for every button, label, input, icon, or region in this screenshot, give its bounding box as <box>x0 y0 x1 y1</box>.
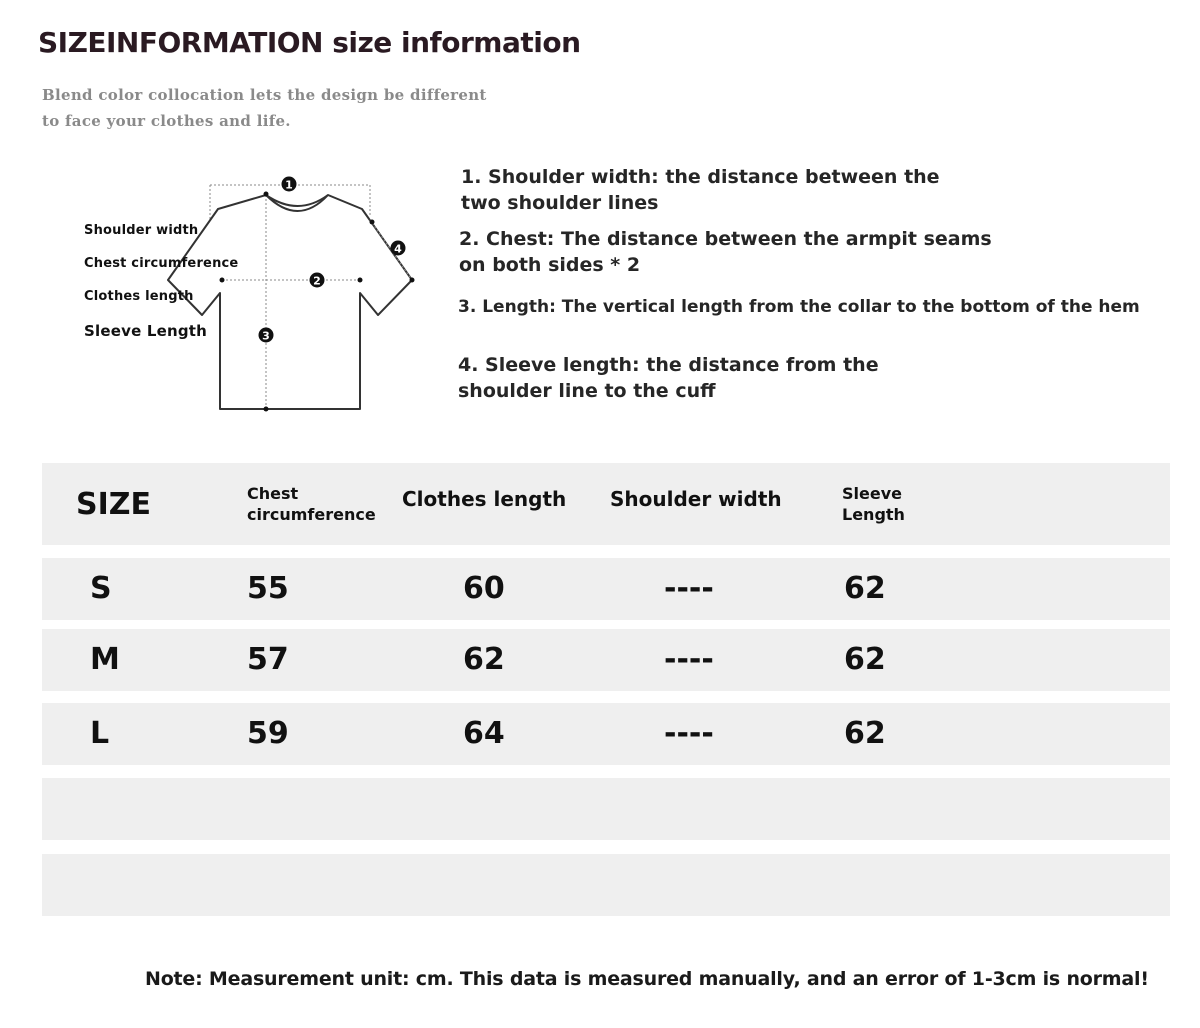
marker-2: 2 <box>313 274 321 288</box>
definition-chest: 2. Chest: The distance between the armpit seams on both sides * 2 <box>459 228 992 276</box>
marker-3: 3 <box>262 329 270 343</box>
cell-chest: 59 <box>247 716 289 751</box>
definition-sleeve-length: 4. Sleeve length: the distance from the shoulder line to the cuff <box>458 354 879 402</box>
table-row-empty <box>42 778 1170 840</box>
tshirt-diagram <box>70 165 430 425</box>
cell-chest: 57 <box>247 642 289 677</box>
page-subtitle: Blend color collocation lets the design be different to face your clothes and life. <box>42 86 487 130</box>
diagram-label-chest: Chest circumference <box>84 256 239 271</box>
header-sleeve-length: Sleeve Length <box>842 484 905 524</box>
table-row <box>42 703 1170 765</box>
cell-sleeve-length: 62 <box>844 642 886 677</box>
cell-size: L <box>90 716 110 751</box>
cell-size: S <box>90 571 112 606</box>
table-row <box>42 558 1170 620</box>
measurement-note: Note: Measurement unit: cm. This data is measured manually, and an error of 1-3cm is normal! <box>145 968 1149 990</box>
page-title: SIZEINFORMATION size information <box>38 26 581 59</box>
cell-shoulder-width: ---- <box>664 716 714 751</box>
cell-shoulder-width: ---- <box>664 571 714 606</box>
definition-length: 3. Length: The vertical length from the collar to the bottom of the hem <box>458 297 1140 317</box>
header-chest: Chest circumference <box>247 484 376 524</box>
cell-shoulder-width: ---- <box>664 642 714 677</box>
table-row <box>42 629 1170 691</box>
cell-sleeve-length: 62 <box>844 716 886 751</box>
table-header-row <box>42 463 1170 545</box>
cell-clothes-length: 60 <box>463 571 505 606</box>
header-shoulder-width: Shoulder width <box>610 487 782 511</box>
cell-sleeve-length: 62 <box>844 571 886 606</box>
cell-clothes-length: 64 <box>463 716 505 751</box>
cell-clothes-length: 62 <box>463 642 505 677</box>
marker-4: 4 <box>394 242 402 256</box>
definition-shoulder-width: 1. Shoulder width: the distance between the two shoulder lines <box>461 166 940 214</box>
diagram-label-shoulder-width: Shoulder width <box>84 223 199 238</box>
diagram-label-clothes-length: Clothes length <box>84 289 194 304</box>
cell-size: M <box>90 642 120 677</box>
table-row-empty <box>42 854 1170 916</box>
cell-chest: 55 <box>247 571 289 606</box>
header-size: SIZE <box>76 487 152 522</box>
diagram-label-sleeve-length: Sleeve Length <box>84 322 208 340</box>
header-clothes-length: Clothes length <box>402 487 567 511</box>
marker-1: 1 <box>285 178 293 192</box>
